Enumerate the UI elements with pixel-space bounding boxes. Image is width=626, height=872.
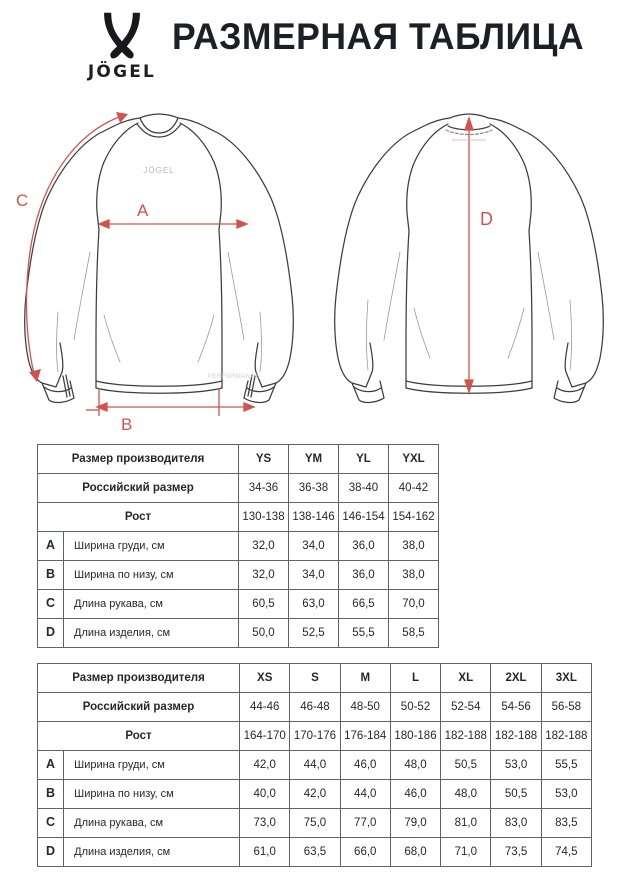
measure-value-cell: 48,0 [441, 780, 491, 809]
measure-value-cell: 77,0 [340, 809, 390, 838]
measure-value-cell: 44,0 [340, 780, 390, 809]
measure-label-a: A [137, 201, 149, 220]
measure-label-b: B [121, 415, 133, 434]
table-row [38, 590, 439, 619]
table-row [38, 561, 439, 590]
measure-value-cell: 83,5 [541, 809, 591, 838]
shirt-back-illustration [322, 100, 622, 440]
measure-value-cell: 182-188 [491, 722, 541, 751]
measure-value-cell: 55,5 [541, 751, 591, 780]
measure-arrow-b [86, 388, 254, 416]
crossed-horns-logo-icon [95, 10, 149, 62]
measure-value-cell: 146-154 [339, 503, 389, 532]
measure-name-cell: Ширина по низу, см [64, 561, 239, 590]
measure-value-cell: 73,5 [491, 838, 541, 867]
measure-value-cell: 71,0 [441, 838, 491, 867]
measure-value-cell: 36,0 [339, 532, 389, 561]
measure-value-cell: 44,0 [290, 751, 340, 780]
table-header-row [38, 445, 439, 474]
measure-value-cell: 60,5 [239, 590, 289, 619]
size-column-header: M [340, 664, 390, 693]
measure-value-cell: 48-50 [340, 693, 390, 722]
size-column-header: YXL [389, 445, 439, 474]
page-header [0, 0, 626, 100]
measure-value-cell: 34,0 [289, 561, 339, 590]
measure-letter-cell: A [38, 532, 64, 561]
brand-logo [72, 10, 172, 90]
measure-value-cell: 63,5 [290, 838, 340, 867]
svg-text:PERFORMANCE: PERFORMANCE [207, 374, 261, 380]
table-row [38, 693, 592, 722]
table-header-row [38, 664, 592, 693]
measure-value-cell: 176-184 [340, 722, 390, 751]
measure-value-cell: 154-162 [389, 503, 439, 532]
measure-value-cell: 73,0 [240, 809, 290, 838]
measure-value-cell: 46,0 [390, 780, 440, 809]
row-header-cell: Рост [38, 722, 240, 751]
page-title: РАЗМЕРНАЯ ТАБЛИЦА [172, 16, 585, 57]
measure-value-cell: 38-40 [339, 474, 389, 503]
measure-value-cell: 32,0 [239, 532, 289, 561]
brand-wordmark: JÖGEL [87, 62, 157, 82]
size-table-youth-body [38, 445, 439, 648]
size-column-header: L [390, 664, 440, 693]
measure-value-cell: 56-58 [541, 693, 591, 722]
measure-value-cell: 50-52 [390, 693, 440, 722]
table-row [38, 722, 592, 751]
measure-arrow-d [452, 118, 486, 392]
size-table-adult-body [38, 664, 592, 867]
measure-name-cell: Длина изделия, см [64, 838, 240, 867]
garment-illustrations [0, 100, 626, 440]
measure-value-cell: 66,5 [339, 590, 389, 619]
measure-value-cell: 180-186 [390, 722, 440, 751]
measure-value-cell: 63,0 [289, 590, 339, 619]
table-row [38, 809, 592, 838]
size-table-youth [37, 444, 439, 648]
measure-value-cell: 61,0 [240, 838, 290, 867]
measure-value-cell: 75,0 [290, 809, 340, 838]
measure-value-cell: 50,5 [441, 751, 491, 780]
measure-value-cell: 50,5 [491, 780, 541, 809]
measure-value-cell: 138-146 [289, 503, 339, 532]
size-column-header: XL [441, 664, 491, 693]
measure-value-cell: 32,0 [239, 561, 289, 590]
measure-value-cell: 44-46 [240, 693, 290, 722]
size-column-header: 2XL [491, 664, 541, 693]
size-column-header: XS [240, 664, 290, 693]
measure-letter-cell: C [38, 590, 64, 619]
measure-value-cell: 38,0 [389, 561, 439, 590]
measure-letter-cell: B [38, 780, 64, 809]
measure-value-cell: 74,5 [541, 838, 591, 867]
row-header-cell: Рост [38, 503, 239, 532]
chest-print-label: JÖGEL [143, 166, 175, 175]
measure-value-cell: 38,0 [389, 532, 439, 561]
size-table-adult [37, 663, 592, 867]
row-header-cell: Российский размер [38, 693, 240, 722]
measure-value-cell: 50,0 [239, 619, 289, 648]
measure-value-cell: 52-54 [441, 693, 491, 722]
measure-value-cell: 40-42 [389, 474, 439, 503]
table-row [38, 503, 439, 532]
measure-value-cell: 48,0 [390, 751, 440, 780]
measure-value-cell: 164-170 [240, 722, 290, 751]
size-column-header: 3XL [541, 664, 591, 693]
row-header-cell: Российский размер [38, 474, 239, 503]
measure-name-cell: Ширина груди, см [64, 532, 239, 561]
measure-name-cell: Длина рукава, см [64, 590, 239, 619]
measure-value-cell: 46,0 [340, 751, 390, 780]
measure-value-cell: 42,0 [290, 780, 340, 809]
measure-value-cell: 66,0 [340, 838, 390, 867]
measure-arrow-a [99, 220, 247, 228]
measure-value-cell: 34-36 [239, 474, 289, 503]
table-row [38, 532, 439, 561]
measure-value-cell: 53,0 [491, 751, 541, 780]
measure-name-cell: Длина изделия, см [64, 619, 239, 648]
measure-letter-cell: C [38, 809, 64, 838]
measure-letter-cell: D [38, 838, 64, 867]
measure-arrowhead-c-bottom [29, 369, 41, 382]
size-column-header: YL [339, 445, 389, 474]
measure-value-cell: 130-138 [239, 503, 289, 532]
table-row [38, 751, 592, 780]
measure-value-cell: 55,5 [339, 619, 389, 648]
measure-value-cell: 79,0 [390, 809, 440, 838]
measure-value-cell: 46-48 [290, 693, 340, 722]
measure-value-cell: 36,0 [339, 561, 389, 590]
measure-value-cell: 58,5 [389, 619, 439, 648]
measure-label-d: D [480, 209, 493, 229]
measure-value-cell: 182-188 [541, 722, 591, 751]
measure-value-cell: 53,0 [541, 780, 591, 809]
measure-value-cell: 36-38 [289, 474, 339, 503]
measure-value-cell: 70,0 [389, 590, 439, 619]
measure-value-cell: 42,0 [240, 751, 290, 780]
measure-letter-cell: A [38, 751, 64, 780]
table-row [38, 838, 592, 867]
measure-value-cell: 34,0 [289, 532, 339, 561]
measure-value-cell: 81,0 [441, 809, 491, 838]
measure-label-c: C [16, 191, 29, 210]
table-row [38, 619, 439, 648]
table-row [38, 780, 592, 809]
table-row [38, 474, 439, 503]
measure-value-cell: 52,5 [289, 619, 339, 648]
size-column-header: S [290, 664, 340, 693]
measure-name-cell: Ширина груди, см [64, 751, 240, 780]
column-header-manufacturer-size: Размер производителя [38, 664, 240, 693]
measure-value-cell: 182-188 [441, 722, 491, 751]
measure-letter-cell: B [38, 561, 64, 590]
measure-name-cell: Длина рукава, см [64, 809, 240, 838]
shirt-front-illustration [4, 100, 314, 440]
measure-value-cell: 68,0 [390, 838, 440, 867]
measure-letter-cell: D [38, 619, 64, 648]
size-column-header: YS [239, 445, 289, 474]
column-header-manufacturer-size: Размер производителя [38, 445, 239, 474]
measure-name-cell: Ширина по низу, см [64, 780, 240, 809]
measure-value-cell: 83,0 [491, 809, 541, 838]
measure-value-cell: 40,0 [240, 780, 290, 809]
measure-value-cell: 170-176 [290, 722, 340, 751]
measure-value-cell: 54-56 [491, 693, 541, 722]
size-column-header: YM [289, 445, 339, 474]
